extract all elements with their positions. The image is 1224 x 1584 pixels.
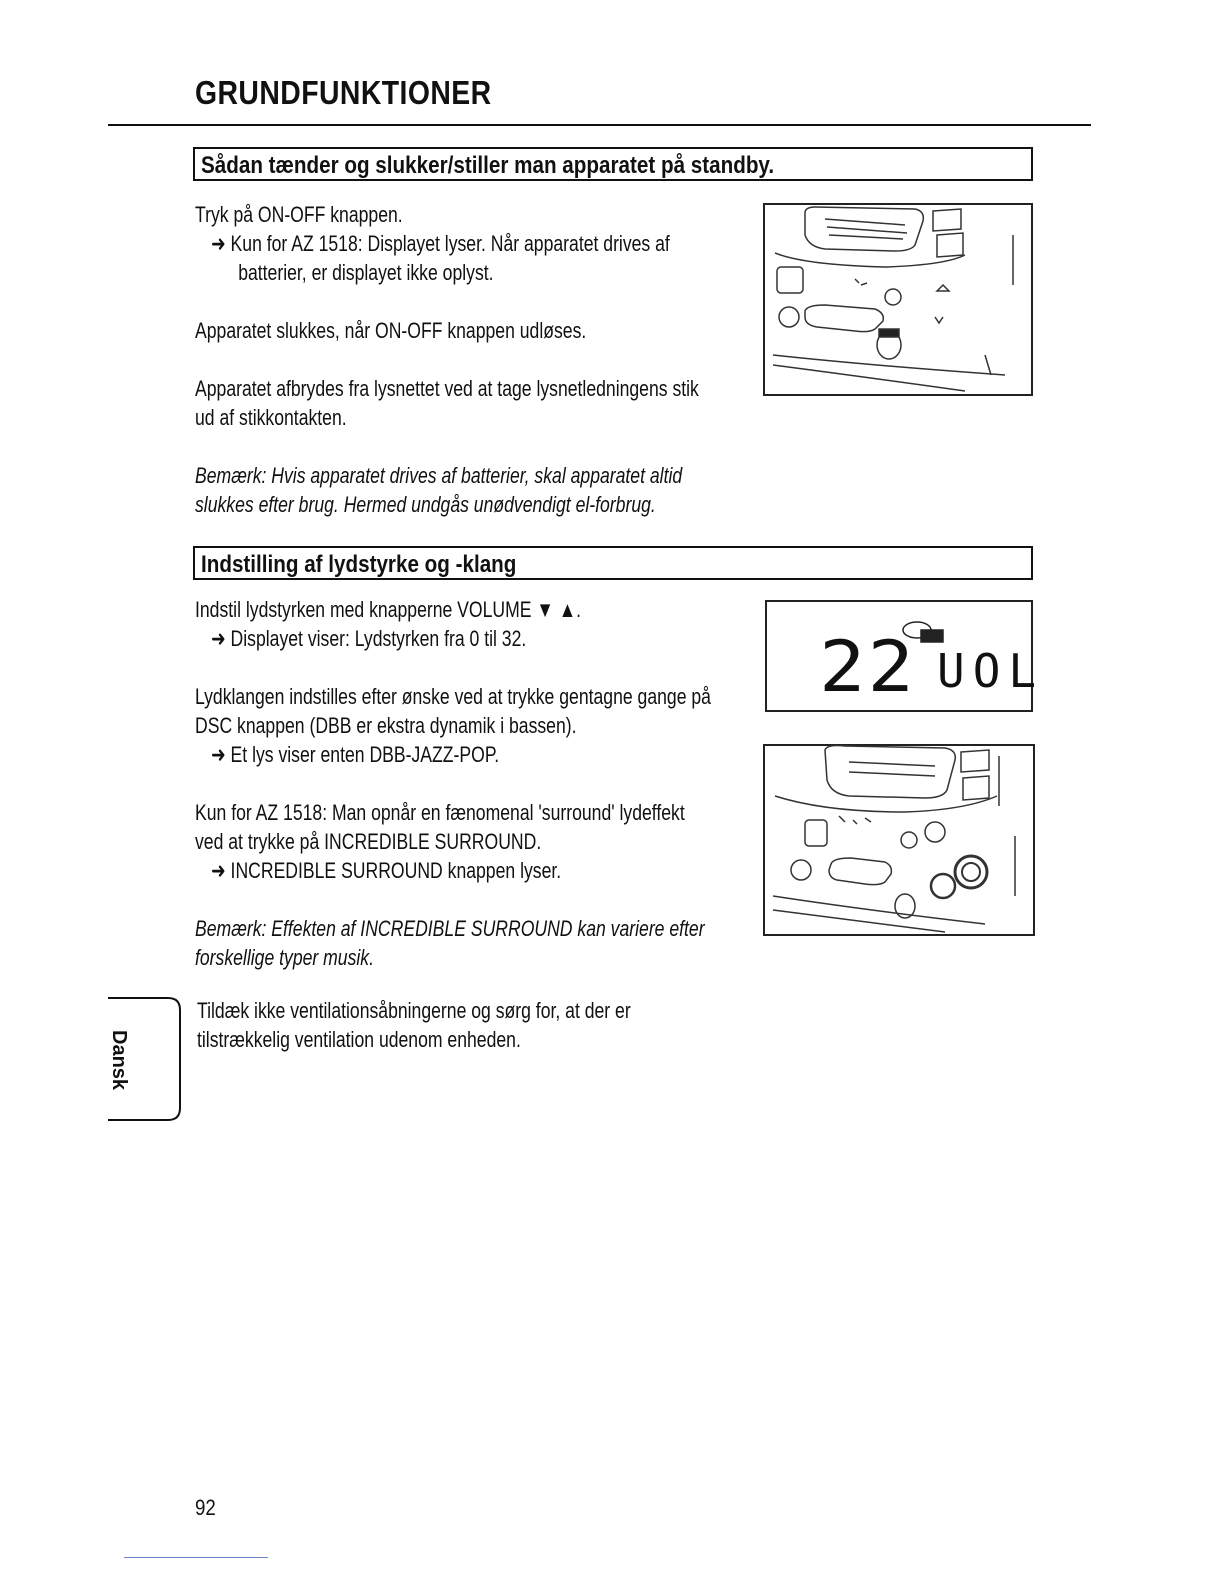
s2-p3-line1: Kun for AZ 1518: Man opnår en fænomenal 'surround' lydeffekt xyxy=(195,800,685,825)
s2-p2-line2: DSC knappen (DBB er ekstra dynamik i bassen). xyxy=(195,713,577,738)
section-1-heading: Sådan tænder og slukker/stiller man apparatet på standby. xyxy=(201,152,775,179)
s2-p3-line2: ved at trykke på INCREDIBLE SURROUND. xyxy=(195,829,542,854)
section-2-body xyxy=(195,595,840,972)
page-title: GRUNDFUNKTIONER xyxy=(195,74,492,111)
ventilation-note xyxy=(197,996,739,1054)
s1-p1-result: ➜ Kun for AZ 1518: Displayet lyser. Når apparatet drives af xyxy=(211,231,670,256)
lcd-display-illustration xyxy=(765,600,1045,712)
arrow-icon: ➜ xyxy=(211,742,226,767)
display-volume-number: 22 xyxy=(819,626,917,708)
device-illustration-standby xyxy=(763,203,1033,396)
s1-p1-result-cont: batterier, er displayet ikke oplyst. xyxy=(238,260,494,285)
header-rule xyxy=(108,124,1091,126)
arrow-icon: ➜ xyxy=(211,231,226,256)
s2-p2-line1: Lydklangen indstilles efter ønske ved at trykke gentagne gange på xyxy=(195,684,711,709)
s1-p3-line1: Apparatet afbrydes fra lysnettet ved at tage lysnetledningens stik xyxy=(195,376,699,401)
section-1-body xyxy=(195,200,825,519)
footer-rule xyxy=(124,1557,268,1558)
page-number: 92 xyxy=(195,1495,216,1520)
s1-p1: Tryk på ON-OFF knappen. xyxy=(195,202,403,227)
s2-note-line1: Bemærk: Effekten af INCREDIBLE SURROUND kan variere efter xyxy=(195,916,705,941)
device-illustration-surround xyxy=(763,744,1035,936)
language-tab-label: Dansk xyxy=(108,1030,130,1091)
ventilation-line1: Tildæk ikke ventilationsåbningerne og sørg for, at der er xyxy=(197,998,631,1023)
arrow-icon: ➜ xyxy=(211,626,226,651)
s2-p1: Indstil lydstyrken med knapperne VOLUME ▼ ▲. xyxy=(195,597,582,622)
ventilation-line2: tilstrækkelig ventilation udenom enheden. xyxy=(197,1027,521,1052)
section-1-heading-box xyxy=(193,147,1033,181)
s1-p3-line2: ud af stikkontakten. xyxy=(195,405,347,430)
arrow-icon: ➜ xyxy=(211,858,226,883)
s1-note-line1: Bemærk: Hvis apparatet drives af batterier, skal apparatet altid xyxy=(195,463,683,488)
section-2-heading-box xyxy=(193,546,1033,580)
s2-p2-result: ➜ Et lys viser enten DBB-JAZZ-POP. xyxy=(211,742,500,767)
section-2-heading: Indstilling af lydstyrke og -klang xyxy=(201,551,517,578)
s2-p1-result: ➜ Displayet viser: Lydstyrken fra 0 til 32. xyxy=(211,626,527,651)
s1-p2: Apparatet slukkes, når ON-OFF knappen udløses. xyxy=(195,318,587,343)
s2-note-line2: forskellige typer musik. xyxy=(195,945,374,970)
s1-note-line2: slukkes efter brug. Hermed undgås unødvendigt el-forbrug. xyxy=(195,492,656,517)
s2-p3-result: ➜ INCREDIBLE SURROUND knappen lyser. xyxy=(211,858,562,883)
display-volume-label: UOL xyxy=(937,644,1045,698)
incredible-surround-button xyxy=(931,856,987,898)
